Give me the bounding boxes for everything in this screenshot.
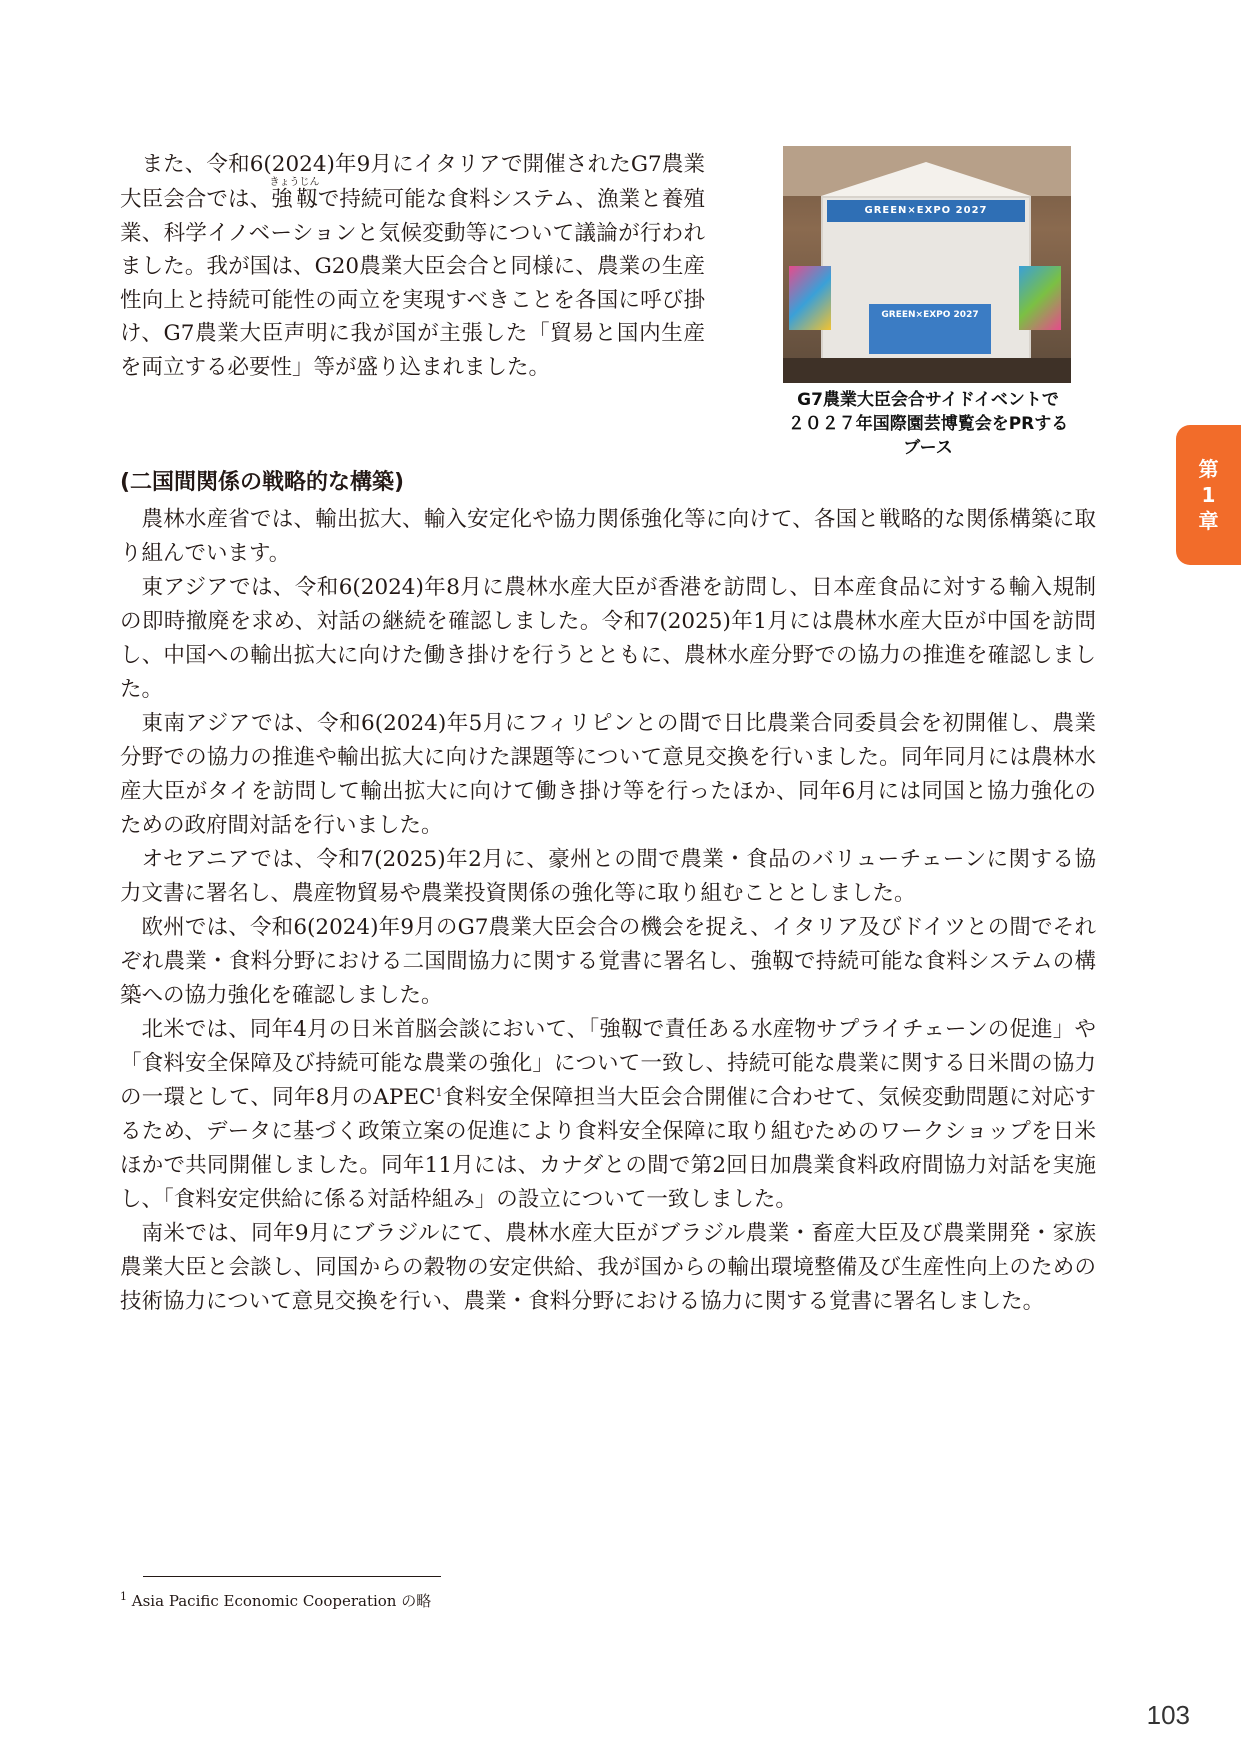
- section-heading: (二国間関係の戦略的な構築): [120, 470, 405, 495]
- intro-text-block: [120, 148, 705, 384]
- paragraph-north-america: [120, 1013, 1096, 1217]
- photo-poster-right: [1019, 266, 1061, 330]
- caption-line-2: ２０２７年国際園芸博覧会をPRする: [787, 414, 1069, 434]
- paragraph-south-america: 南米では、同年9月にブラジルにて、農林水産大臣がブラジル農業・畜産大臣及び農業開発・家族農業大臣と会談し、同国からの穀物の安定供給、我が国からの輸出環境整備及び生産性向上のための技術協力について意見交換を行い、農業・食料分野における協力に関する覚書に署名しました。: [120, 1221, 1096, 1314]
- footnote-text: Asia Pacific Economic Cooperation の略: [131, 1592, 432, 1610]
- intro-text-part1: また、令和6(2024)年9月にイタリアで開催されたG7農業大臣会合では、: [120, 152, 705, 212]
- chapter-tab: [1176, 425, 1241, 565]
- body-text: [120, 503, 1096, 1319]
- ruby-reading: きょうじん: [269, 177, 320, 188]
- photo-poster-left: [789, 266, 831, 330]
- paragraph-europe: 欧州では、令和6(2024)年9月のG7農業大臣会合の機会を捉え、イタリア及びドイツとの間でそれぞれ農業・食料分野における二国間協力に関する覚書に署名し、強靱で持続可能な食料システムの構築への協力強化を確認しました。: [120, 915, 1096, 1008]
- footnote-marker: 1: [120, 1590, 127, 1603]
- paragraph-oceania: オセアニアでは、令和7(2025)年2月に、豪州との間で農業・食品のバリューチェーンに関する協力文書に署名し、農産物貿易や農業投資関係の強化等に取り組むこととしました。: [120, 847, 1096, 906]
- caption-line-1: G7農業大臣会合サイドイベントで: [797, 390, 1059, 410]
- photo-expo-counter: GREEN×EXPO 2027: [869, 304, 991, 354]
- intro-paragraph: [120, 148, 705, 384]
- booth-photo: [783, 146, 1071, 383]
- north-america-text-a: 北米では、同年4月の日米首脳会談において、「強靱で責任ある水産物サプライチェーンの促進」や「食料安全保障及び持続可能な農業の強化」について一致し、持続可能な農業に関する日米間の協力の一環として、同年8月のAPEC: [120, 1017, 1096, 1110]
- paragraph-east-asia: 東アジアでは、令和6(2024)年8月に農林水産大臣が香港を訪問し、日本産食品に対する輸入規制の即時撤廃を求め、対話の継続を確認しました。令和7(2025)年1月には農林水産大臣が中国を訪問し、中国への輸出拡大に向けた働き掛けを行うとともに、農林水産分野での協力の推進を確認しました。: [120, 575, 1096, 702]
- paragraph-intro: 農林水産省では、輸出拡大、輸入安定化や協力関係強化等に向けて、各国と戦略的な関係構築に取り組んでいます。: [120, 507, 1096, 566]
- footnote-divider: [143, 1576, 441, 1577]
- north-america-text-b: 食料安全保障担当大臣会合開催に合わせて、気候変動問題に対応するため、データに基づく政策立案の促進により食料安全保障に取り組むためのワークショップを日米ほかで共同開催しました。同年11月には、カナダとの間で第2回日加農業食料政府間協力対話を実施し、「食料安定供給に係る対話枠組み」の設立について一致しました。: [120, 1085, 1096, 1212]
- footnote: [120, 1590, 431, 1612]
- photo-expo-banner: GREEN×EXPO 2027: [827, 200, 1025, 222]
- photo-caption: [748, 388, 1108, 460]
- intro-text-part2: で持続可能な食料システム、漁業と養殖業、科学イノベーションと気候変動等について議論が行われました。我が国は、G20農業大臣会合と同様に、農業の生産性向上と持続可能性の両立を実現すべきことを各国に呼び掛け、G7農業大臣声明に我が国が主張した「貿易と国内生産を両立する必要性」等が盛り込まれました。: [120, 187, 705, 380]
- photo-ground: [783, 358, 1071, 383]
- page-number: 103: [1146, 1700, 1190, 1730]
- chapter-tab-line-2: 1: [1201, 483, 1216, 507]
- paragraph-southeast-asia: 東南アジアでは、令和6(2024)年5月にフィリピンとの間で日比農業合同委員会を初開催し、農業分野での協力の推進や輸出拡大に向けた課題等について意見交換を行いました。同年同月には農林水産大臣がタイを訪問して輸出拡大に向けて働き掛け等を行ったほか、同年6月には同国と協力強化のための政府間対話を行いました。: [120, 711, 1096, 838]
- chapter-tab-line-1: 第: [1198, 457, 1219, 481]
- caption-line-3: ブース: [903, 438, 953, 458]
- footnote-reference[interactable]: 1: [435, 1085, 443, 1099]
- ruby-kyoujin: [269, 177, 320, 212]
- photo-tent-roof: [821, 162, 1031, 196]
- chapter-tab-line-3: 章: [1198, 509, 1219, 533]
- ruby-base: 強靱: [269, 187, 320, 212]
